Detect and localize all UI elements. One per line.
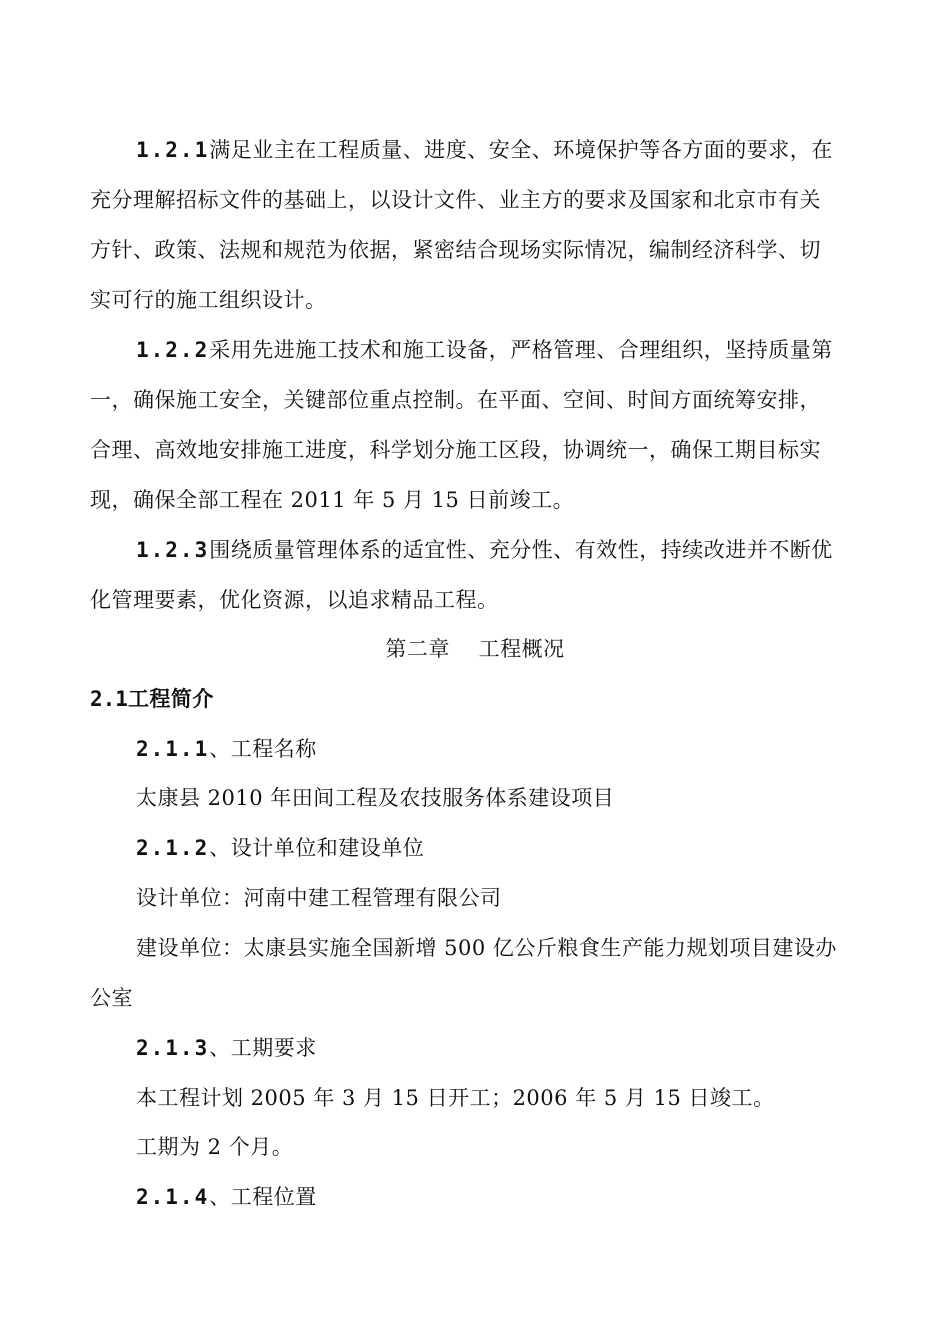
section-heading-2-1 [90,685,214,713]
paragraph-1-2-2-line-2: 一，确保施工安全，关键部位重点控制。在平面、空间、时间方面统筹安排， [90,388,821,412]
paragraph-1-2-3-line-1 [136,536,833,564]
paragraph-1-2-1-line-1 [136,136,833,164]
item-title: 、工程位置 [209,1185,317,1209]
section-number: 2.1 [90,687,128,711]
item-number: 2.1.1 [136,737,210,761]
item-heading-2-1-1 [136,735,317,763]
duration-text: 工期为 2 个月。 [136,1135,294,1159]
paragraph-1-2-1-line-2: 充分理解招标文件的基础上，以设计文件、业主方的要求及国家和北京市有关 [90,188,821,212]
paragraph-text: 满足业主在工程质量、进度、安全、环境保护等各方面的要求，在 [209,138,833,162]
design-unit-text: 设计单位：河南中建工程管理有限公司 [136,886,502,910]
chapter-title: 第二章 工程概况 [385,637,565,661]
item-heading-2-1-3 [136,1034,317,1062]
paragraph-1-2-2-line-3: 合理、高效地安排施工进度，科学划分施工区段，协调统一，确保工期目标实 [90,438,821,462]
item-heading-2-1-4 [136,1183,317,1211]
section-number: 1.2.3 [136,538,210,562]
paragraph-1-2-1-line-3: 方针、政策、法规和规范为依据，紧密结合现场实际情况，编制经济科学、切 [90,238,821,262]
paragraph-1-2-1-line-4: 实可行的施工组织设计。 [90,288,327,312]
project-name-text: 太康县 2010 年田间工程及农技服务体系建设项目 [136,786,615,810]
section-title: 工程简介 [127,686,214,711]
build-unit-text-line-1: 建设单位：太康县实施全国新增 500 亿公斤粮食生产能力规划项目建设办 [136,936,837,960]
item-title: 、设计单位和建设单位 [209,836,425,860]
paragraph-text: 围绕质量管理体系的适宜性、充分性、有效性，持续改进并不断优 [209,538,833,562]
item-heading-2-1-2 [136,834,424,862]
schedule-text: 本工程计划 2005 年 3 月 15 日开工；2006 年 5 月 15 日竣工。 [136,1086,775,1110]
item-number: 2.1.2 [136,836,210,860]
item-title: 、工期要求 [209,1036,317,1060]
build-unit-text-line-2: 公室 [90,986,133,1010]
paragraph-text: 采用先进施工技术和施工设备，严格管理、合理组织，坚持质量第 [209,338,833,362]
paragraph-1-2-2-line-4: 现，确保全部工程在 2011 年 5 月 15 日前竣工。 [90,488,575,512]
item-number: 2.1.4 [136,1185,210,1209]
item-title: 、工程名称 [209,737,317,761]
item-number: 2.1.3 [136,1036,210,1060]
paragraph-1-2-2-line-1 [136,336,833,364]
paragraph-1-2-3-line-2: 化管理要素，优化资源，以追求精品工程。 [90,588,499,612]
section-number: 1.2.2 [136,338,210,362]
section-number: 1.2.1 [136,138,210,162]
